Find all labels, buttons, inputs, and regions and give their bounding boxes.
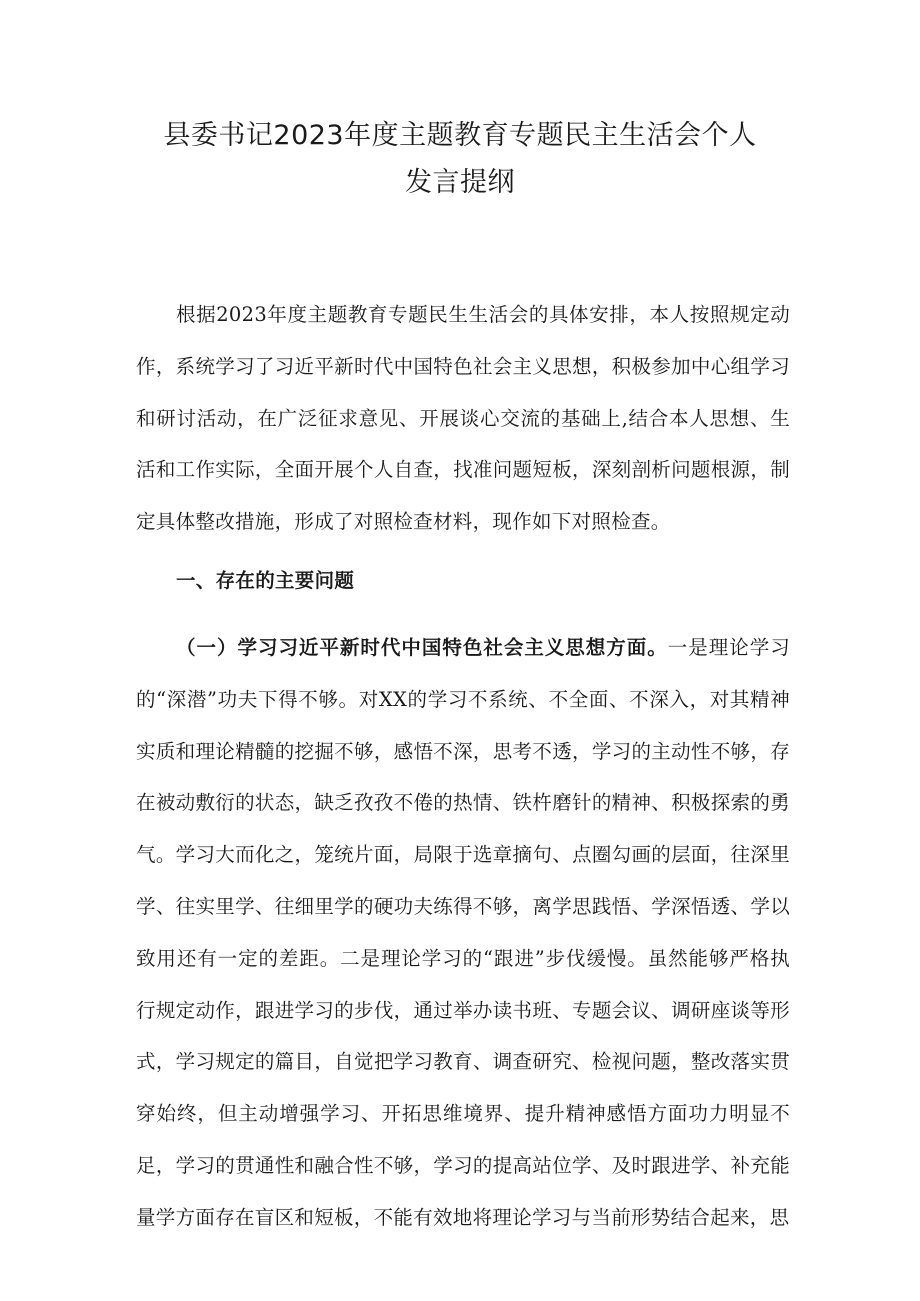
subsection-body: 一是理论学习的“深潜”功夫下得不够。对XX的学习不系统、不全面、不深入，对其精神实质和理论精髓的挖掘不够，感悟不深，思考不透，学习的主动性不够，存在被动敷衍的状态，缺乏孜孜不倦的热情、铁杵磨针的精神、积极探索的勇气。学习大而化之，笼统片面，局限于选章摘句、点圈勾画的层面，往深里学、往实里学、往细里学的硬功夫练得不够，离学思践悟、学深悟透、学以致用还有一定的差距。二是理论学习的“跟进”步伐缓慢。虽然能够严格执行规定动作，跟进学习的步伐，通过举办读书班、专题会议、调研座谈等形式，学习规定的篇目，自觉把学习教育、调查研究、检视问题，整改落实贯穿始终，但主动增强学习、开拓思维境界、提升精神感悟方面功力明显不足，学习的贯通性和融合性不够，学习的提高站位学、及时跟进学、补充能量学方面存在盲区和短板，不能有效地将理论学习与当前形势结合起来，思 (136, 636, 790, 1229)
subsection-lead: （一）学习习近平新时代中国特色社会主义思想方面。 (176, 636, 668, 659)
section-heading: 一、存在的主要问题 (176, 569, 355, 592)
intro-paragraph: 根据2023年度主题教育专题民生生活会的具体安排，本人按照规定动作，系统学习了习近平新时代中国特色社会主义思想，积极参加中心组学习和研讨活动，在广泛征求意见、开展谈心交流的基础上,结合本人思想、生活和工作实际，全面开展个人自查，找准问题短板，深刻剖析问题根源，制定具体整改措施，形成了对照检查材料，现作如下对照检查。 (136, 303, 790, 534)
subsection-paragraph (136, 622, 790, 1244)
document-title: 县委书记2023年度主题教育专题民主生活会个人发言提纲 (163, 120, 757, 198)
